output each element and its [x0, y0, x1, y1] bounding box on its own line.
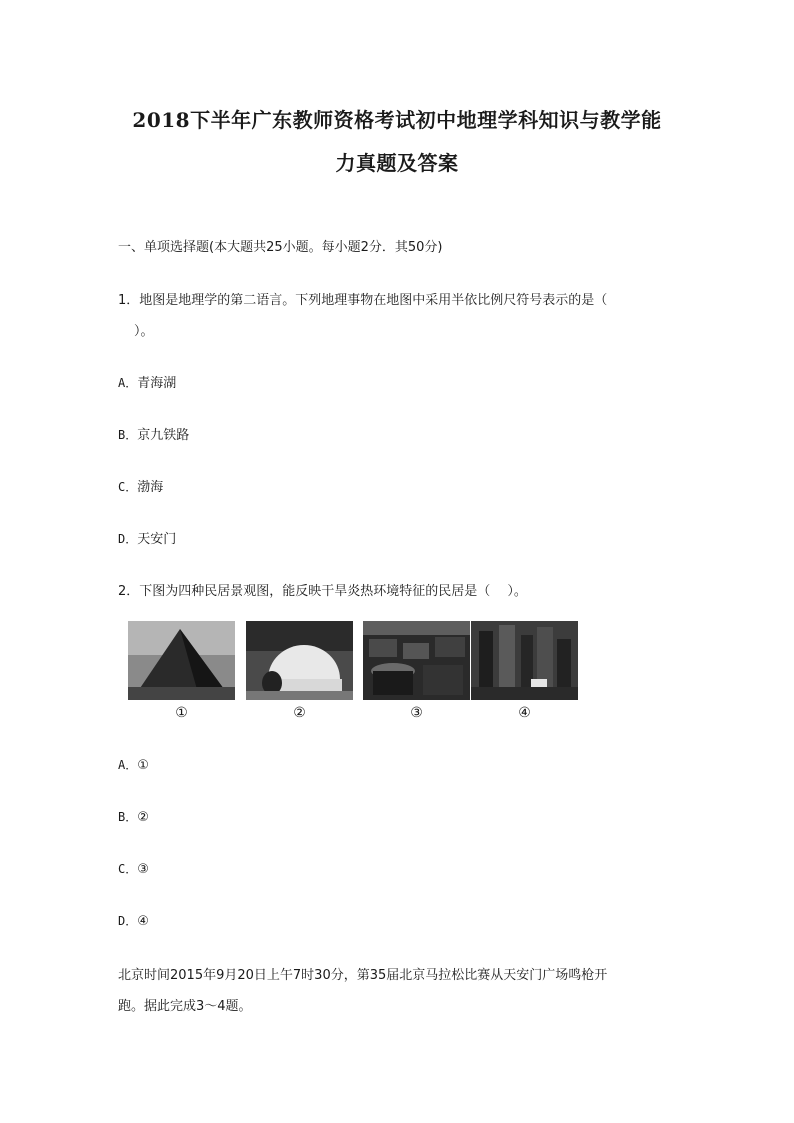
dwelling-photo-3 — [363, 621, 470, 700]
question-1-option-b — [118, 424, 189, 443]
photo-caption-3: ③ — [410, 705, 423, 721]
question-1-stem-line-1: 1．地图是地理学的第二语言。下列地理事物在地图中采用半依比例尺符号表示的是（ — [118, 293, 608, 308]
question-2-option-b — [118, 808, 149, 825]
photo-caption-1: ① — [175, 705, 188, 721]
option-text: 天安门 — [137, 532, 177, 547]
dwelling-photo-2 — [246, 621, 353, 700]
option-text: ② — [137, 810, 149, 825]
question-2-stem: 2．下图为四种民居景观图，能反映干旱炎热环境特征的民居是（ ）。 — [118, 584, 527, 599]
option-key: B． — [118, 428, 138, 442]
option-key: A． — [118, 376, 138, 390]
option-text: ③ — [137, 862, 149, 877]
question-2-option-a — [118, 756, 149, 773]
dwelling-photos — [128, 621, 574, 725]
option-key: A． — [118, 758, 138, 772]
photo-caption-4: ④ — [518, 705, 531, 721]
section-header: 一、单项选择题(本大题共25小题。每小题2分．其50分) — [118, 240, 443, 255]
question-1-option-a — [118, 372, 176, 391]
question-1-stem-line-2: ）。 — [134, 324, 154, 339]
passage-line-2: 跑。据此完成3～4题。 — [118, 999, 252, 1014]
question-1-option-c — [118, 476, 163, 495]
option-key: D． — [118, 532, 138, 546]
question-1-option-d — [118, 528, 176, 547]
option-text: 青海湖 — [137, 376, 177, 391]
option-key: D． — [118, 914, 138, 928]
document-title-line-2: 力真题及答案 — [335, 151, 459, 175]
option-text: 渤海 — [137, 480, 164, 495]
question-2-option-d — [118, 912, 149, 929]
option-text: ① — [137, 758, 149, 773]
photo-caption-2: ② — [293, 705, 306, 721]
option-text: 京九铁路 — [137, 428, 190, 443]
option-key: C． — [118, 862, 138, 876]
passage-line-1: 北京时间2015年9月20日上午7时30分，第35届北京马拉松比赛从天安门广场鸣枪开 — [118, 968, 608, 983]
document-title-line-1: 2018下半年广东教师资格考试初中地理学科知识与教学能 — [132, 108, 662, 132]
option-text: ④ — [137, 914, 149, 929]
option-key: B． — [118, 810, 138, 824]
option-key: C． — [118, 480, 138, 494]
dwelling-photo-1 — [128, 621, 235, 700]
question-2-option-c — [118, 860, 149, 877]
dwelling-photo-4 — [471, 621, 578, 700]
